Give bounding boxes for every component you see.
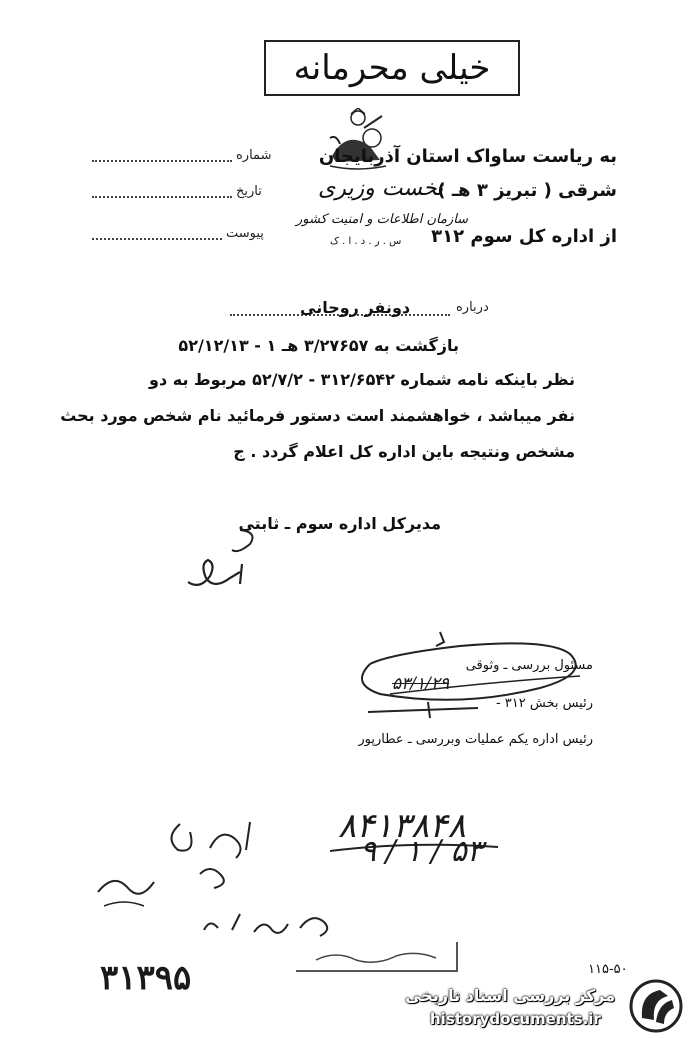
handwritten-number: ۸۴۱۳۸۴۸ [338, 806, 466, 846]
dept-head-line: رئیس اداره یکم عملیات وبررسی ـ عطارپور [358, 732, 593, 747]
archive-logo-icon [626, 978, 686, 1034]
stamp-text: خیلی محرمانه [293, 48, 491, 88]
number-dotted-line [92, 160, 232, 162]
reviewer-line: مسئول بررسی ـ وثوقی [465, 658, 593, 673]
subject-value: دونفر روحانی [300, 298, 411, 317]
form-code: ۱۱۵-۵۰ [588, 962, 628, 977]
archive-org-name: مرکز بررسی اسناد تاریخی [405, 986, 615, 1005]
archive-number: ۳۱۳۹۵ [100, 958, 192, 998]
number-label: شماره [236, 148, 272, 163]
archive-url: historydocuments.ir [430, 1010, 601, 1028]
handwritten-scribble-left [94, 862, 164, 912]
section-strike-mark [368, 700, 488, 720]
handwritten-date-bottom-mark [196, 900, 346, 944]
date-label: تاریخ [236, 184, 262, 199]
section-head-line: رئیس بخش ۳۱۲ - [495, 696, 593, 711]
from-line: از اداره کل سوم ۳۱۲ [431, 226, 617, 247]
director-signature-line: مدیرکل اداره سوم ـ ثابتی [238, 514, 441, 533]
emblem-caption: نخست وزیری [318, 176, 444, 201]
date-dotted-line [92, 196, 232, 198]
handwritten-date-2: ۵۳/۱/۲۹ [392, 674, 450, 694]
archive-box-mark [296, 942, 458, 972]
confidential-stamp [264, 40, 520, 96]
body-line-1: بازگشت به ۳/۲۷۶۵۷ هـ ۱ - ۵۲/۱۲/۱۳ [178, 336, 459, 355]
org-sub: س . ر . د . ا . ک [330, 236, 402, 247]
body-line-2: نظر باینکه نامه شماره ۳۱۲/۶۵۴۲ - ۵۲/۷/۲ مربوط به دو [149, 370, 575, 389]
addressee-line-1: به ریاست ساواک استان آذربایجان [318, 146, 617, 167]
handwritten-signature-mark [180, 520, 300, 600]
body-line-3: نفر میباشد ، خواهشمند است دستور فرمائید نام شخص مورد بحث [60, 406, 575, 425]
attachment-dotted-line [92, 238, 222, 240]
body-line-4: مشخص ونتیجه باین اداره کل اعلام گردد . ج [233, 442, 575, 461]
handwritten-initials-mark [150, 808, 280, 898]
org-name: سازمان اطلاعات و امنیت کشور [296, 212, 469, 227]
addressee-line-2: شرقی ( تبریز ۳ هـ ) [437, 180, 617, 201]
attachment-label: پیوست [226, 226, 264, 241]
subject-label: درباره [456, 300, 489, 315]
handwritten-date: ۹ / ۱ / ۵۳ [360, 834, 483, 869]
